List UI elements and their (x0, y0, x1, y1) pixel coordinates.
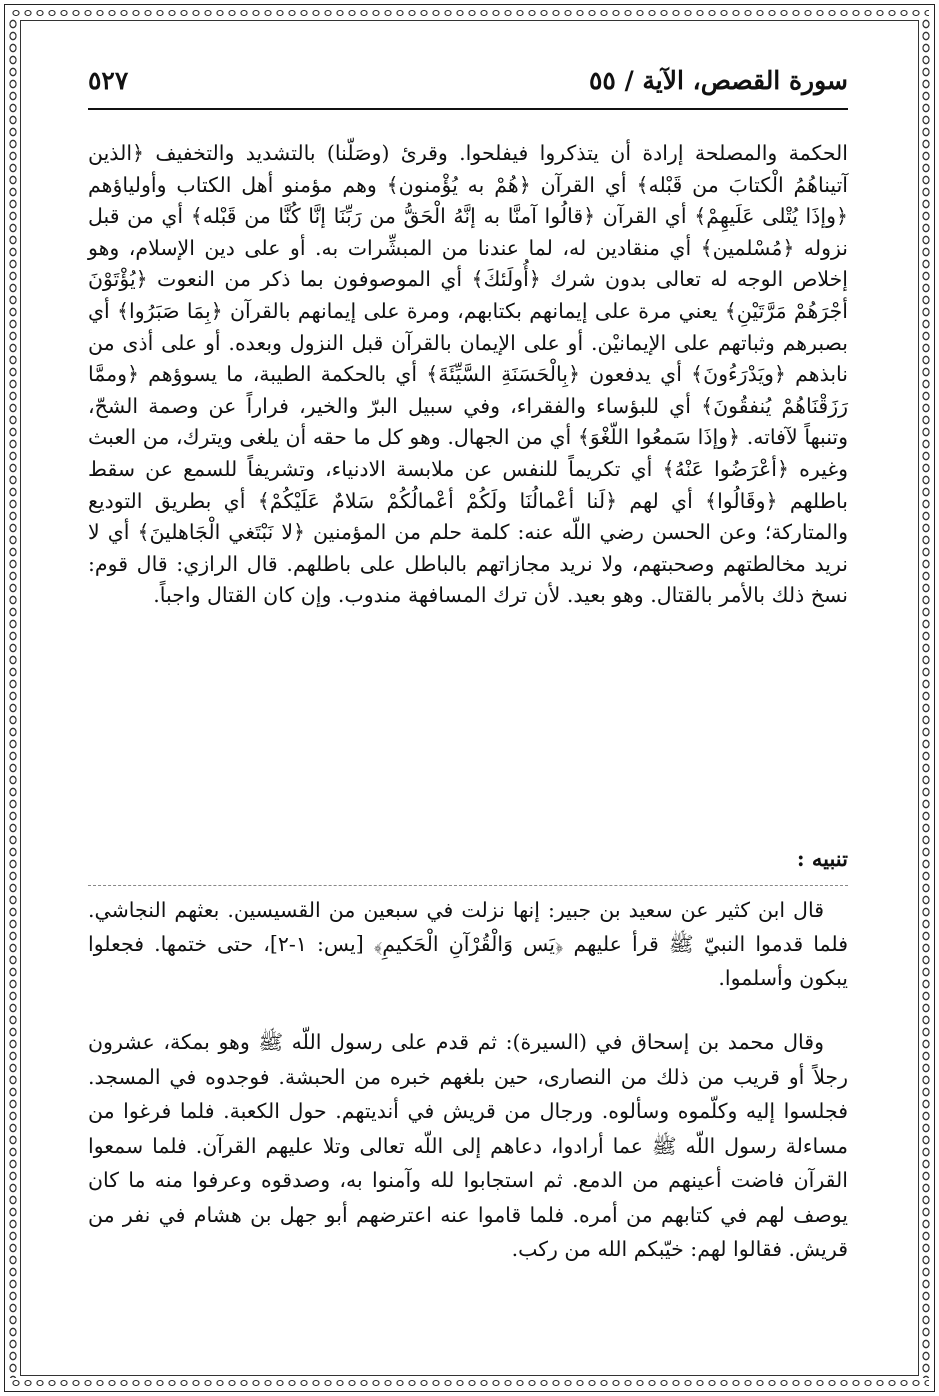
note-ibn-kathir (88, 893, 848, 995)
surah-title: سورة القصص، الآية / ٥٥ (589, 66, 848, 95)
commentary-paragraph: الحكمة والمصلحة إرادة أن يتذكروا فيفلحوا. وقرئ (وصَلّنا) بالتشديد والتخفيف ﴿الذين آتيناهُمُ الْكتابَ من قَبْله﴾ أي القرآن ﴿هُمْ به يُؤْمنون﴾ وهم مؤمنو أهل الكتاب وأولياؤهم ﴿وإذَا يُتْلى عَلَيهِمْ﴾ أي القرآن ﴿قالُوا آمنَّا به إنَّهُ الْحَقُّ من رَبِّنَا إنَّا كُنَّا من قَبْله﴾ أي من قبل نزوله ﴿مُسْلمين﴾ أي منقادين له، لما عندنا من المبشِّرات به. أو على دين الإسلام، وهو إخلاص الوجه له تعالى بدون شرك ﴿أُولَئكَ﴾ أي الموصوفون بما ذكر من النعوت ﴿يُؤْتَوْنَ أجْرَهُمْ مَرَّتَيْنِ﴾ يعني مرة على إيمانهم بكتابهم، ومرة على إيمانهم بالقرآن ﴿بِمَا صَبَرُوا﴾ أي بصبرهم وثباتهم على الإيمانيْن. أو على الإيمان بالقرآن قبل النزول وبعده. أو على أذى من نابذهم ﴿ويَدْرَءُونَ﴾ أي يدفعون ﴿بِالْحَسَنَةِ السَّيِّئَةَ﴾ أي بالحكمة الطيبة، ما يسوؤهم ﴿وممَّا رَزَقْنَاهُمْ يُنفقُونَ﴾ أي للبؤساء والفقراء، وفي سبيل البرّ والخير، فراراً عن وصمة الشحّ، وتنبهاً لآفاته. ﴿وإذَا سَمعُوا اللّغْوَ﴾ أي من الجهال. وهو كل ما حقه أن يلغى ويترك، من العبث وغيره ﴿أعْرَضُوا عَنْهُ﴾ أي تكريماً للنفس عن ملابسة الادنياء، وتشريفاً للسمع عن سقط باطلهم ﴿وقَالُوا﴾ أي لهم ﴿لَنا أعْمالُنَا ولَكُمْ أعْمالُكُمْ سَلامٌ عَلَيْكُمْ﴾ أي بطريق التوديع والمتاركة؛ وعن الحسن رضي اللّه عنه: كلمة حلم من المؤمنين ﴿لا نَبْتَغي الْجَاهلينَ﴾ أي لا نريد مخالطتهم وصحبتهم، ولا نريد مجازاتهم بالباطل على باطلهم. قال الرازي: قال قوم: نسخ ذلك بالأمر بالقتال. وهو بعيد. لأن ترك المسافهة مندوب. وإن كان القتال واجباً. (88, 141, 848, 608)
note-ibn-ishaq (88, 1025, 848, 1267)
tanbih-rule (88, 885, 848, 886)
note-paragraph: وقال محمد بن إسحاق في (السيرة): ثم قدم على رسول اللّه ﷺ وهو بمكة، عشرون رجلاً أو قريب من ذلك من النصارى، حين بلغهم خبره من الحبشة. فوجدوه في المسجد. فجلسوا إليه وكلّموه وسألوه. ورجال من قريش في أنديتهم. حول الكعبة. فلما فرغوا من مساءلة رسول اللّه ﷺ عما أرادوا، دعاهم إلى اللّه تعالى وتلا عليهم القرآن. فلما سمعوا القرآن فاضت أعينهم من الدمع. ثم استجابوا لله وآمنوا به، وصدقوه وعرفوا منه ما كان يوصف لهم في كتابهم من أمره. فلما قاموا عنه اعترضهم أبو جهل بن هشام في نفر من قريش. فقالوا لهم: خيّبكم الله من ركب. (88, 1030, 848, 1261)
header-rule (88, 108, 848, 110)
tanbih-heading: تنبيه : (796, 846, 848, 871)
decorative-border-bottom (10, 1378, 929, 1388)
page-number: ٥٢٧ (88, 66, 129, 95)
decorative-border-right (921, 18, 931, 1378)
decorative-border-top (10, 8, 929, 18)
main-text (88, 138, 848, 612)
decorative-border-left (8, 18, 18, 1378)
running-header (88, 66, 848, 106)
note-paragraph: قال ابن كثير عن سعيد بن جبير: إنها نزلت في سبعين من القسيسين. بعثهم النجاشي. فلما قدموا النبيّ ﷺ قرأ عليهم ﴿يَس وَالْقُرْآنِ الْحَكيمِ﴾ [يس: ١-٢]، حتى ختمها. فجعلوا يبكون وأسلموا. (88, 898, 848, 990)
